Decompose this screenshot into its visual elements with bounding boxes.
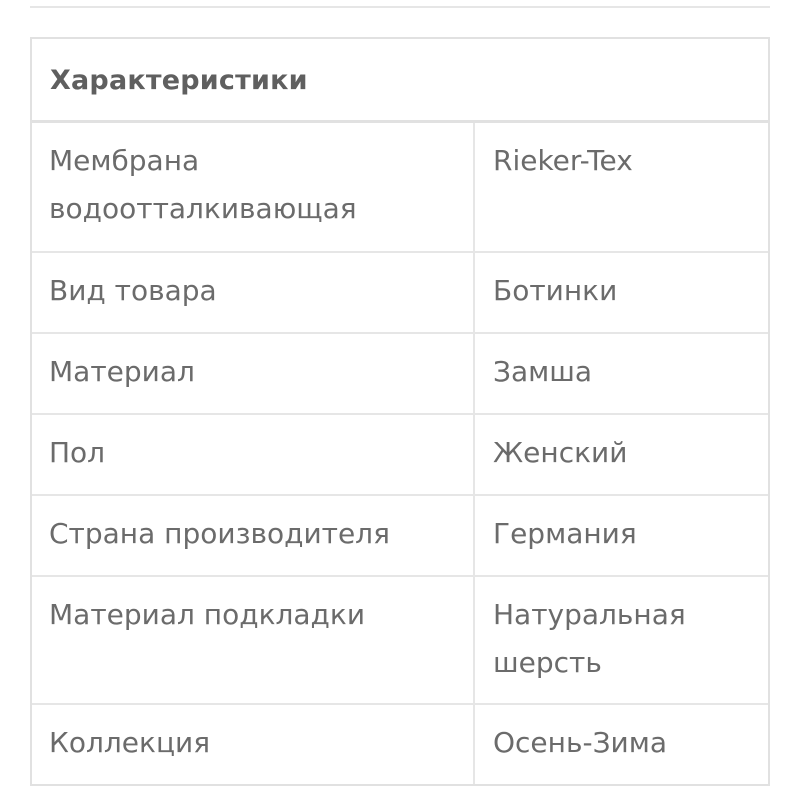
spec-value-line: Натуральная	[493, 598, 686, 631]
spec-row-material	[32, 332, 768, 413]
spec-value	[475, 334, 768, 413]
spec-value	[475, 496, 768, 575]
spec-value-line: Осень-Зима	[493, 726, 668, 759]
spec-row-membrane	[32, 123, 768, 251]
spec-name	[32, 705, 475, 784]
spec-value-line: Ботинки	[493, 274, 618, 307]
spec-value-line: Германия	[493, 517, 637, 550]
spec-value	[475, 123, 768, 251]
spec-row-country	[32, 494, 768, 575]
spec-name-line: Вид товара	[49, 274, 217, 307]
spec-value	[475, 577, 768, 703]
spec-name-line: Страна производителя	[49, 517, 390, 550]
spec-value-line: Rieker-Tex	[493, 144, 633, 177]
spec-row-product-type	[32, 251, 768, 332]
spec-name-line: Материал	[49, 355, 195, 388]
spec-name	[32, 253, 475, 332]
spec-value	[475, 705, 768, 784]
spec-name-line: Мембрана	[49, 144, 200, 177]
spec-value	[475, 415, 768, 494]
spec-name	[32, 577, 475, 703]
spec-name	[32, 496, 475, 575]
spec-name	[32, 334, 475, 413]
specifications-title: Характеристики	[50, 65, 308, 96]
spec-name	[32, 415, 475, 494]
spec-row-gender	[32, 413, 768, 494]
spec-name-line: Материал подкладки	[49, 598, 366, 631]
spec-value-line: Женский	[493, 436, 628, 469]
specifications-table	[30, 37, 770, 786]
spec-value-line: шерсть	[493, 646, 602, 679]
spec-name-line: Пол	[49, 436, 106, 469]
spec-value	[475, 253, 768, 332]
spec-name-line: водоотталкивающая	[49, 192, 357, 225]
spec-name-line: Коллекция	[49, 726, 211, 759]
spec-value-line: Замша	[493, 355, 593, 388]
spec-name	[32, 123, 475, 251]
specifications-header	[32, 39, 768, 123]
top-divider	[30, 6, 770, 8]
spec-row-collection	[32, 703, 768, 784]
spec-row-lining-material	[32, 575, 768, 703]
specifications-body	[32, 123, 768, 784]
